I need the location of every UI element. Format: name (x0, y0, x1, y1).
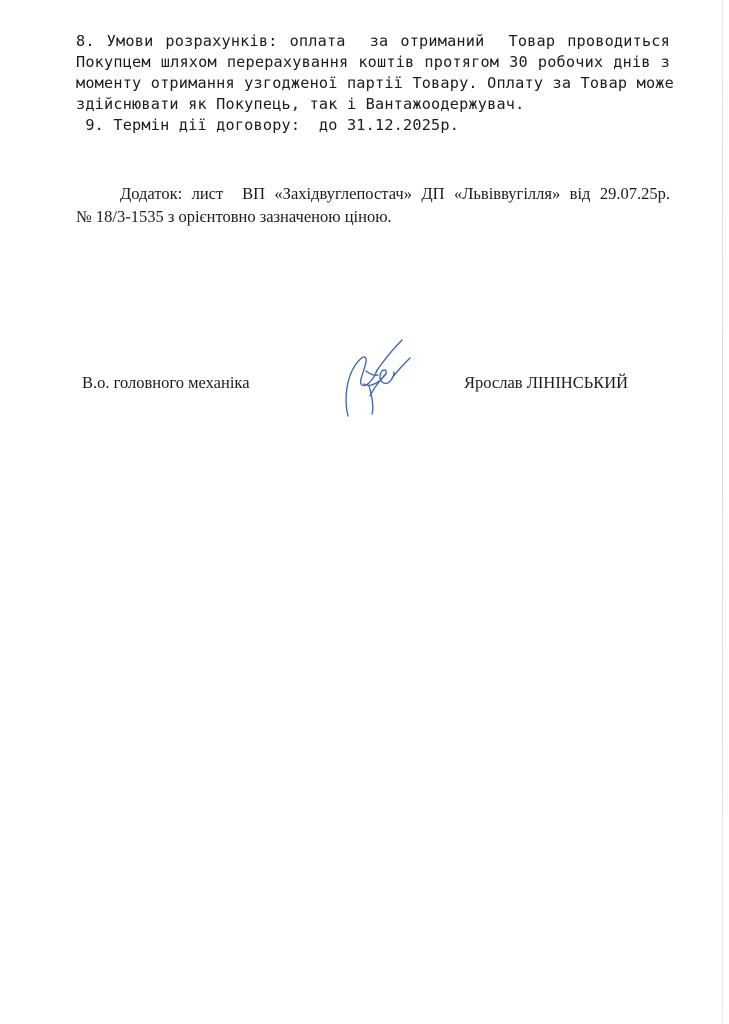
contract-term-line: 9. Термін дії договору: до 31.12.2025р. (76, 116, 460, 134)
handwritten-signature (336, 330, 416, 426)
terms-line-1: 8. Умови розрахунків: оплата за отриманий Товар проводиться (76, 32, 670, 50)
signer-position-title: В.о. головного механіка (82, 373, 250, 392)
appendix-line-2: № 18/3-1535 з орієнтовно зазначеною ціною. (76, 207, 392, 226)
terms-line-4: здійснювати як Покупець, так і Вантажоодержувач. (76, 95, 525, 113)
scan-edge-line (722, 0, 723, 1024)
appendix-line-1: Додаток: лист ВП «Західвуглепостач» ДП «Львіввугілля» від 29.07.25р. (120, 184, 670, 203)
terms-line-3: моменту отримання узгодженої партії Товару. Оплату за Товар може (76, 74, 674, 92)
terms-line-2: Покупцем шляхом перерахування коштів протягом 30 робочих днів з (76, 53, 670, 71)
signer-name: Ярослав ЛІНІНСЬКИЙ (464, 373, 629, 392)
